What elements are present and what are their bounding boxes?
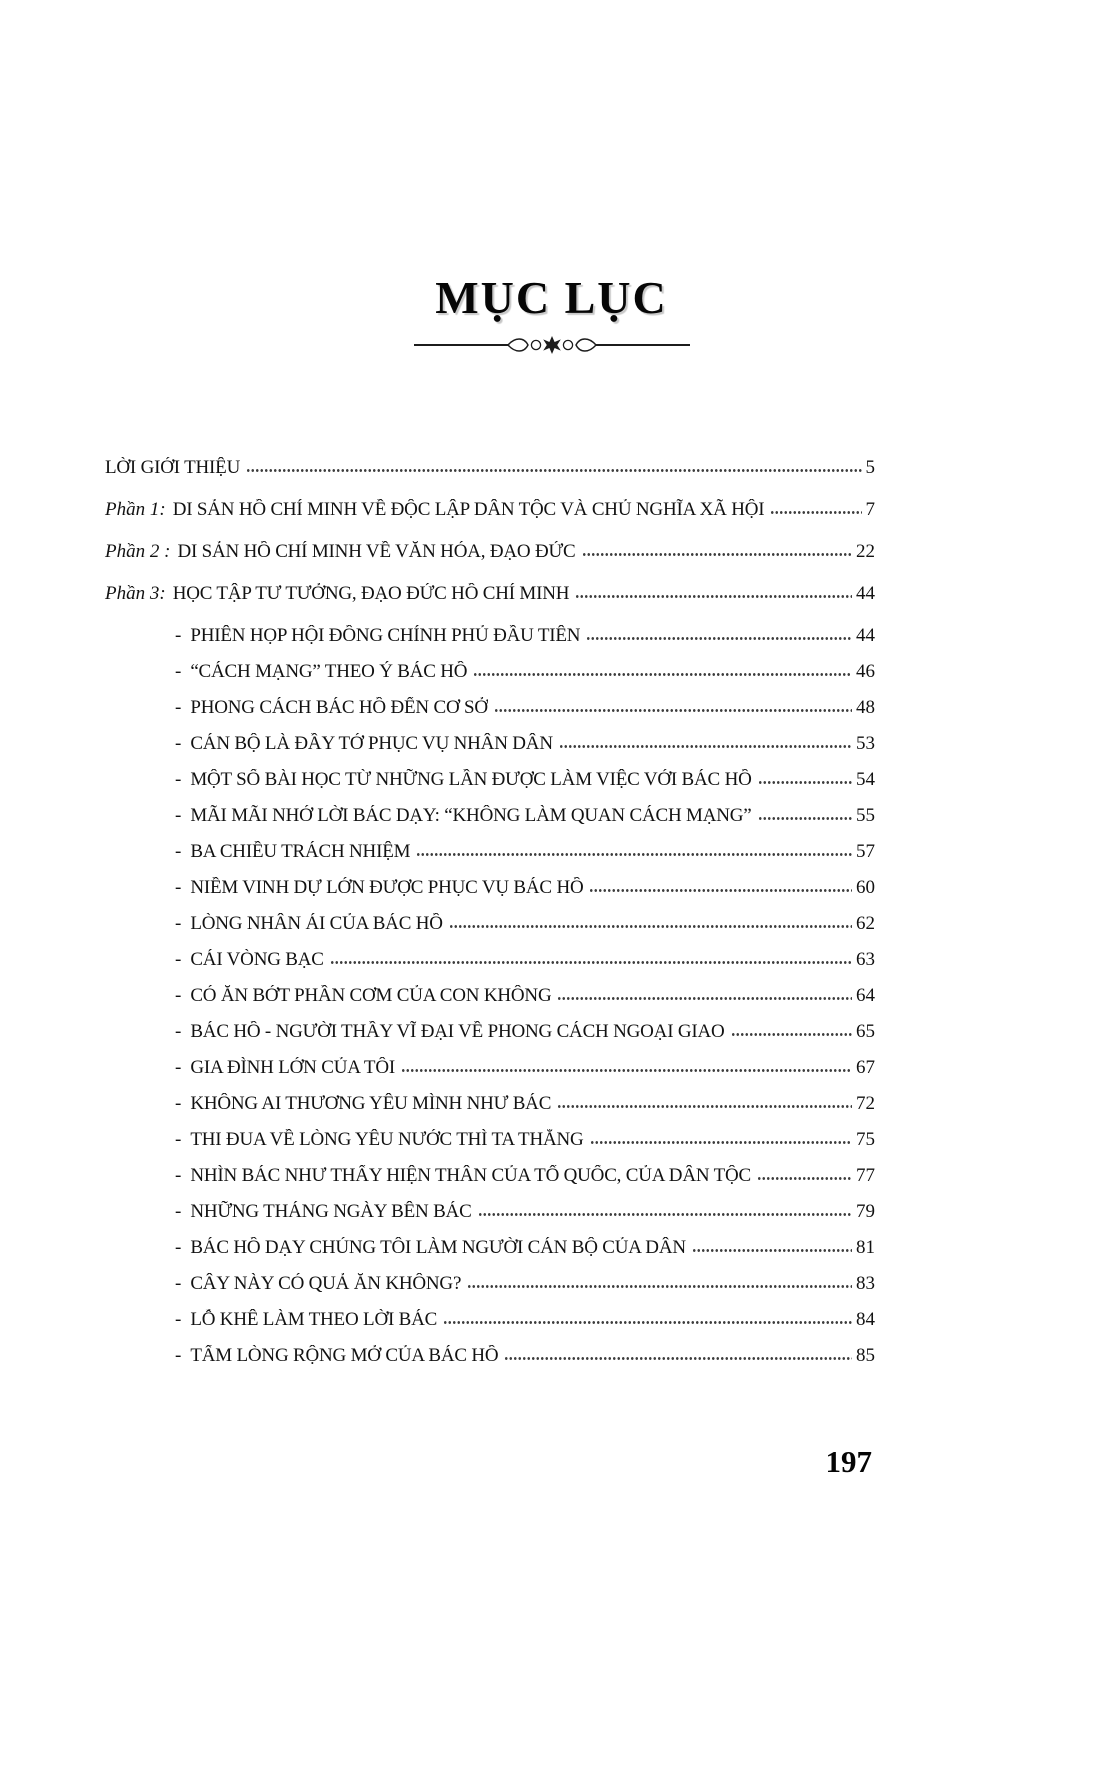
dot-leader xyxy=(494,707,852,713)
dot-leader xyxy=(443,1319,852,1325)
dot-leader xyxy=(692,1247,852,1253)
toc-entry-page-number: 72 xyxy=(856,1092,875,1114)
toc-entry-label: HỌC TẬP TƯ TƯỞNG, ĐẠO ĐỨC HỒ CHÍ MINH xyxy=(172,582,570,604)
dot-leader xyxy=(731,1031,852,1037)
toc-entry-bullet: - xyxy=(175,1056,182,1078)
toc-entry-page-number: 63 xyxy=(856,948,875,970)
toc-entry-page-number: 77 xyxy=(856,1164,875,1186)
toc-entry-page-number: 55 xyxy=(856,804,875,826)
toc-entry-page-number: 57 xyxy=(856,840,875,862)
toc-entry-bullet: - xyxy=(175,912,182,934)
flourish-icon xyxy=(412,332,692,358)
toc-entry xyxy=(105,1021,875,1043)
toc-entry-page-number: 81 xyxy=(856,1236,875,1258)
toc-entry xyxy=(105,1093,875,1115)
dot-leader xyxy=(246,467,861,473)
toc-entry-bullet: - xyxy=(175,1236,182,1258)
toc-entry-bullet: - xyxy=(175,1092,182,1114)
toc-entry-label: CÓ ĂN BỚT PHẦN CƠM CỦA CON KHÔNG xyxy=(190,984,552,1006)
dot-leader xyxy=(330,959,852,965)
toc-entry-bullet: - xyxy=(175,1020,182,1042)
toc-entry-bullet: - xyxy=(175,984,182,1006)
toc-entry-page-number: 67 xyxy=(856,1056,875,1078)
toc-entry-bullet: - xyxy=(175,660,182,682)
toc-entry-label: PHONG CÁCH BÁC HỒ ĐẾN CƠ SỞ xyxy=(190,696,488,718)
dot-leader xyxy=(504,1355,852,1361)
toc-entry xyxy=(105,1057,875,1079)
toc-entry xyxy=(105,841,875,863)
toc-entry-label: LỜI GIỚI THIỆU xyxy=(105,456,241,478)
toc-entry-page-number: 44 xyxy=(856,582,875,604)
toc-entry-label: MỘT SỐ BÀI HỌC TỪ NHỮNG LẦN ĐƯỢC LÀM VIỆC VỚI BÁC HỒ xyxy=(190,768,752,790)
toc-entry-bullet: - xyxy=(175,876,182,898)
toc-entry-label: DI SẢN HỒ CHÍ MINH VỀ VĂN HÓA, ĐẠO ĐỨC xyxy=(177,540,576,562)
toc-entry-label: NHỮNG THÁNG NGÀY BÊN BÁC xyxy=(190,1200,472,1222)
toc-entry-bullet: - xyxy=(175,1200,182,1222)
toc-entry-page-number: 48 xyxy=(856,696,875,718)
toc-entry-part-prefix: Phần 3: xyxy=(105,582,166,604)
toc-entry-page-number: 62 xyxy=(856,912,875,934)
toc-entry-label: BÁC HỒ - NGƯỜI THẦY VĨ ĐẠI VỀ PHONG CÁCH NGOẠI GIAO xyxy=(190,1020,725,1042)
toc-entry-part-prefix: Phần 2 : xyxy=(105,540,171,562)
page-number: 197 xyxy=(825,1444,872,1479)
toc-entry-label: NIỀM VINH DỰ LỚN ĐƯỢC PHỤC VỤ BÁC HỒ xyxy=(190,876,584,898)
toc-entry-page-number: 84 xyxy=(856,1308,875,1330)
toc-entry-label: BÁC HỒ DẠY CHÚNG TÔI LÀM NGƯỜI CÁN BỘ CỦA DÂN xyxy=(190,1236,686,1258)
toc-entry xyxy=(105,913,875,935)
toc-entry xyxy=(105,805,875,827)
dot-leader xyxy=(478,1211,852,1217)
ornament-divider xyxy=(0,332,1103,360)
toc-entry-bullet: - xyxy=(175,1164,182,1186)
toc-entry xyxy=(105,1165,875,1187)
toc-entry-label: “CÁCH MẠNG” THEO Ý BÁC HỒ xyxy=(190,660,468,682)
toc-entry-label: NHÌN BÁC NHƯ THẤY HIỆN THÂN CỦA TỔ QUỐC, CỦA DÂN TỘC xyxy=(190,1164,751,1186)
toc-entry-bullet: - xyxy=(175,1308,182,1330)
dot-leader xyxy=(473,671,852,677)
toc-entry xyxy=(105,661,875,683)
dot-leader xyxy=(758,815,852,821)
toc-entry-bullet: - xyxy=(175,624,182,646)
dot-leader xyxy=(559,743,852,749)
toc-entry-bullet: - xyxy=(175,696,182,718)
toc-entry-page-number: 85 xyxy=(856,1344,875,1366)
dot-leader xyxy=(758,779,852,785)
toc-entry-label: CÁN BỘ LÀ ĐẦY TỚ PHỤC VỤ NHÂN DÂN xyxy=(190,732,553,754)
toc-entry xyxy=(105,769,875,791)
page-title: MỤC LỤC xyxy=(435,272,668,323)
toc-entry-label: CÁI VÒNG BẠC xyxy=(190,948,324,970)
toc-entry-bullet: - xyxy=(175,1272,182,1294)
dot-leader xyxy=(582,551,853,557)
toc-entry-label: LỖ KHÊ LÀM THEO LỜI BÁC xyxy=(190,1308,438,1330)
toc-entry-bullet: - xyxy=(175,1128,182,1150)
toc-entry xyxy=(105,1273,875,1295)
toc-entry xyxy=(105,625,875,647)
dot-leader xyxy=(416,851,852,857)
dot-leader xyxy=(557,995,852,1001)
toc-entry xyxy=(105,1201,875,1223)
toc-entry-bullet: - xyxy=(175,1344,182,1366)
toc-entry-label: THI ĐUA VỀ LÒNG YÊU NƯỚC THÌ TA THẮNG xyxy=(190,1128,584,1150)
toc-entry-page-number: 60 xyxy=(856,876,875,898)
dot-leader xyxy=(589,887,852,893)
toc-entry xyxy=(105,733,875,755)
toc-entry-part-prefix: Phần 1: xyxy=(105,498,166,520)
toc-entry xyxy=(105,1345,875,1367)
toc-entry-label: LÒNG NHÂN ÁI CỦA BÁC HỒ xyxy=(190,912,443,934)
toc-entry-page-number: 64 xyxy=(856,984,875,1006)
dot-leader xyxy=(586,635,852,641)
toc-entry-label: CÂY NÀY CÓ QUẢ ĂN KHÔNG? xyxy=(190,1272,462,1294)
toc-entry-bullet: - xyxy=(175,732,182,754)
dot-leader xyxy=(449,923,852,929)
toc-entry-page-number: 53 xyxy=(856,732,875,754)
toc-entry-page-number: 65 xyxy=(856,1020,875,1042)
toc-entry-label: BA CHIỀU TRÁCH NHIỆM xyxy=(190,840,411,862)
toc-entry-label: DI SẢN HỒ CHÍ MINH VỀ ĐỘC LẬP DÂN TỘC VÀ CHỦ NGHĨA XÃ HỘI xyxy=(172,498,765,520)
toc-entry-page-number: 7 xyxy=(865,498,875,520)
toc-entry xyxy=(105,583,875,605)
toc-entry-bullet: - xyxy=(175,840,182,862)
toc-entry-page-number: 75 xyxy=(856,1128,875,1150)
dot-leader xyxy=(401,1067,852,1073)
dot-leader xyxy=(590,1139,852,1145)
toc-entry-page-number: 46 xyxy=(856,660,875,682)
toc-entry xyxy=(105,877,875,899)
toc-entry-page-number: 44 xyxy=(856,624,875,646)
dot-leader xyxy=(757,1175,852,1181)
toc-entry-page-number: 79 xyxy=(856,1200,875,1222)
toc-entry-label: GIA ĐÌNH LỚN CỦA TÔI xyxy=(190,1056,395,1078)
dot-leader xyxy=(467,1283,852,1289)
toc-entry-label: PHIÊN HỌP HỘI ĐỒNG CHÍNH PHỦ ĐẦU TIÊN xyxy=(190,624,581,646)
toc-entry-bullet: - xyxy=(175,804,182,826)
dot-leader xyxy=(575,593,852,599)
toc-entry xyxy=(105,949,875,971)
toc-entry xyxy=(105,541,875,563)
toc-entry xyxy=(105,499,875,521)
toc-entry-page-number: 5 xyxy=(865,456,875,478)
toc-entry xyxy=(105,1237,875,1259)
toc-entry-page-number: 54 xyxy=(856,768,875,790)
toc-entry xyxy=(105,1309,875,1331)
dot-leader xyxy=(770,509,861,515)
toc-entry xyxy=(105,985,875,1007)
toc-entry-page-number: 83 xyxy=(856,1272,875,1294)
toc-entry-label: MÃI MÃI NHỚ LỜI BÁC DẠY: “KHÔNG LÀM QUAN CÁCH MẠNG” xyxy=(190,804,752,826)
toc-entry-bullet: - xyxy=(175,768,182,790)
toc-entry-label: KHÔNG AI THƯƠNG YÊU MÌNH NHƯ BÁC xyxy=(190,1092,552,1114)
toc-entry-page-number: 22 xyxy=(856,540,875,562)
toc-entry-label: TẤM LÒNG RỘNG MỞ CỦA BÁC HỒ xyxy=(190,1344,499,1366)
toc-entry xyxy=(105,457,875,479)
toc-entry xyxy=(105,1129,875,1151)
dot-leader xyxy=(557,1103,852,1109)
toc-entry xyxy=(105,697,875,719)
toc-list xyxy=(105,457,875,1367)
toc-entry-bullet: - xyxy=(175,948,182,970)
